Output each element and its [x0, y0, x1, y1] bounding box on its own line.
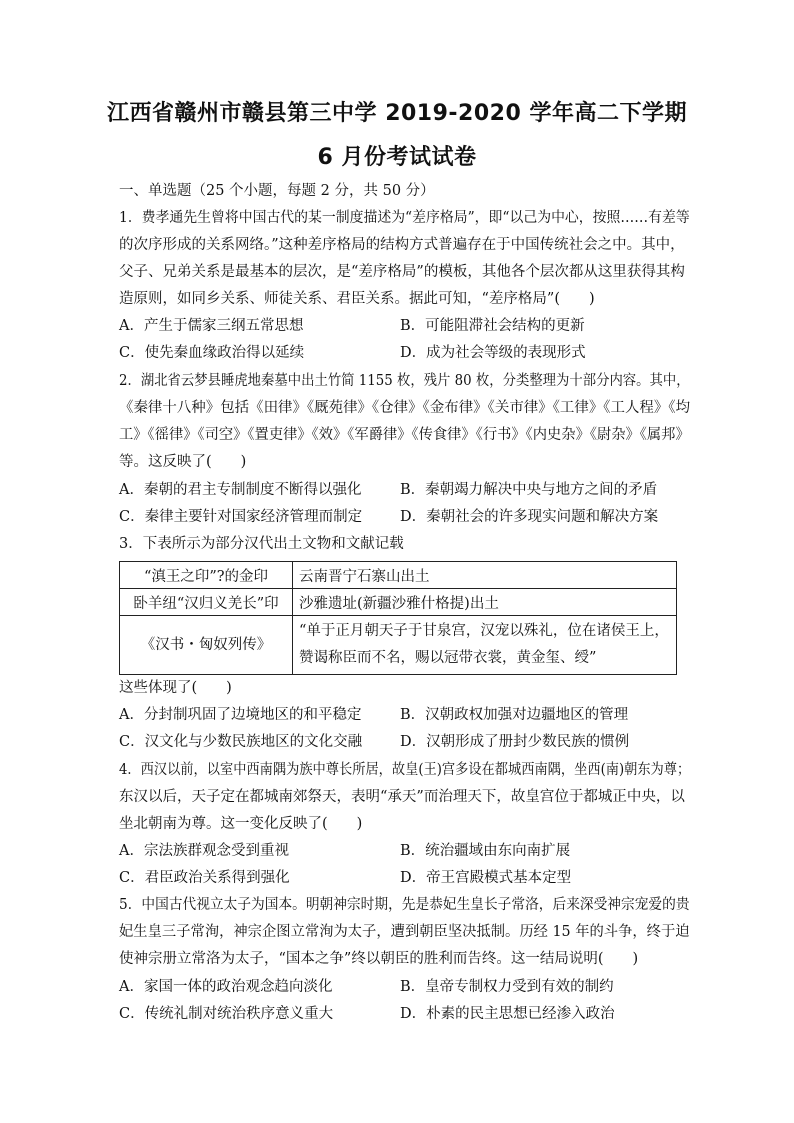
question-1-stem-line-2: 的次序形成的关系网络。”这种差序格局的结构方式普遍存在于中国传统社会之中。其中， [119, 237, 685, 253]
table-cell: 云南晋宁石寨山出土 [293, 562, 677, 589]
question-1-stem-line-4: 造原则，如同乡关系、师徒关系、君臣关系。据此可知，“差序格局”( ) [119, 291, 595, 307]
question-3-option-c: C．汉文化与少数民族地区的文化交融 [119, 734, 363, 750]
question-2-option-d: D．秦朝社会的许多现实问题和解决方案 [400, 509, 659, 525]
question-5-option-b: B．皇帝专制权力受到有效的制约 [400, 979, 614, 995]
question-2-option-c: C．秦律主要针对国家经济管理而制定 [119, 509, 363, 525]
question-5-stem-line-2: 妃生皇三子常洵，神宗企图立常洵为太子，遭到朝臣坚决抵制。历经 15 年的斗争，终于迫 [119, 924, 690, 940]
artifact-table [119, 561, 677, 675]
table-row [120, 562, 677, 589]
exam-title-line-2: 6 月份考试试卷 [317, 145, 477, 170]
question-2-stem-line-3: 工》《徭律》《司空》《置吏律》《效》《军爵律》《传食律》《行书》《内史杂》《尉杂》《属邦》 [119, 427, 690, 443]
question-1-stem-line-3: 父子、兄弟关系是最基本的层次，是“差序格局”的模板，其他各个层次都从这里获得其构 [119, 264, 685, 280]
question-3-prompt: 这些体现了( ) [119, 680, 232, 696]
question-1-option-d: D．成为社会等级的表现形式 [400, 345, 586, 361]
question-2-stem-line-4: 等。这反映了( ) [119, 454, 247, 470]
table-cell: 《汉书・匈奴列传》 [120, 616, 293, 675]
question-2-option-b: B．秦朝竭力解决中央与地方之间的矛盾 [400, 482, 658, 498]
question-1-option-c: C．使先秦血缘政治得以延续 [119, 345, 305, 361]
table-row [120, 589, 677, 616]
question-3-option-d: D．汉朝形成了册封少数民族的惯例 [400, 734, 630, 750]
question-1-option-b: B．可能阻滞社会结构的更新 [400, 318, 585, 334]
quote-line-2: 赞谒称臣而不名，赐以冠带衣裳，黄金玺、绶” [299, 650, 597, 666]
question-1-option-a: A．产生于儒家三纲五常思想 [119, 318, 304, 334]
question-4-stem-line-3: 坐北朝南为尊。这一变化反映了( ) [119, 816, 363, 832]
question-3-option-a: A．分封制巩固了边境地区的和平稳定 [119, 707, 362, 723]
table-cell: “滇王之印”?的金印 [120, 562, 293, 589]
exam-title-line-1: 江西省赣州市赣县第三中学 2019-2020 学年高二下学期 [107, 101, 687, 126]
quote-line-1: “单于正月朝天子于甘泉宫，汉宠以殊礼，位在诸侯王上， [299, 623, 669, 639]
table-cell-quote [293, 616, 677, 675]
question-3-option-b: B．汉朝政权加强对边疆地区的管理 [400, 707, 629, 723]
question-4-option-a: A．宗法族群观念受到重视 [119, 843, 289, 859]
table-row [120, 616, 677, 675]
question-2-option-a: A．秦朝的君主专制制度不断得以强化 [119, 482, 362, 498]
question-4-stem-line-1: 4．西汉以前，以室中西南隅为族中尊长所居，故皇(王)宫多设在都城西南隅，坐西(南)朝东为尊； [119, 762, 691, 778]
question-5-option-a: A．家国一体的政治观念趋向淡化 [119, 979, 333, 995]
question-5-stem-line-3: 使神宗册立常洛为太子，“国本之争”终以朝臣的胜利而告终。这一结局说明( ) [119, 951, 639, 967]
question-1-stem-line-1: 1．费孝通先生曾将中国古代的某一制度描述为“差序格局”，即“以己为中心，按照……有差等 [119, 210, 690, 226]
question-5-option-c: C．传统礼制对统治秩序意义重大 [119, 1006, 334, 1022]
table-cell: 卧羊纽“汉归义羌长”印 [120, 589, 293, 616]
question-5-stem-line-1: 5．中国古代视立太子为国本。明朝神宗时期，先是恭妃生皇长子常洛，后来深受神宗宠爱的贵 [119, 897, 690, 913]
section-heading: 一、单选题（25 个小题，每题 2 分，共 50 分） [119, 183, 435, 199]
question-5-option-d: D．朴素的民主思想已经渗入政治 [400, 1006, 615, 1022]
question-2-stem-line-1: 2．湖北省云梦县睡虎地秦墓中出土竹简 1155 枚，残片 80 枚，分类整理为十部分内容。其中， [119, 373, 690, 389]
question-3-stem: 3．下表所示为部分汉代出土文物和文献记载 [119, 536, 404, 552]
question-4-option-c: C．君臣政治关系得到强化 [119, 870, 290, 886]
question-4-option-b: B．统治疆域由东向南扩展 [400, 843, 571, 859]
table-cell: 沙雅遗址(新疆沙雅什格提)出土 [293, 589, 677, 616]
question-4-stem-line-2: 东汉以后，天子定在都城南郊祭天，表明“承天”而治理天下，故皇宫位于都城正中央，以 [119, 789, 685, 805]
question-4-option-d: D．帝王宫殿模式基本定型 [400, 870, 572, 886]
question-2-stem-line-2: 《秦律十八种》包括《田律》《厩苑律》《仓律》《金布律》《关市律》《工律》《工人程》《均 [119, 400, 691, 416]
